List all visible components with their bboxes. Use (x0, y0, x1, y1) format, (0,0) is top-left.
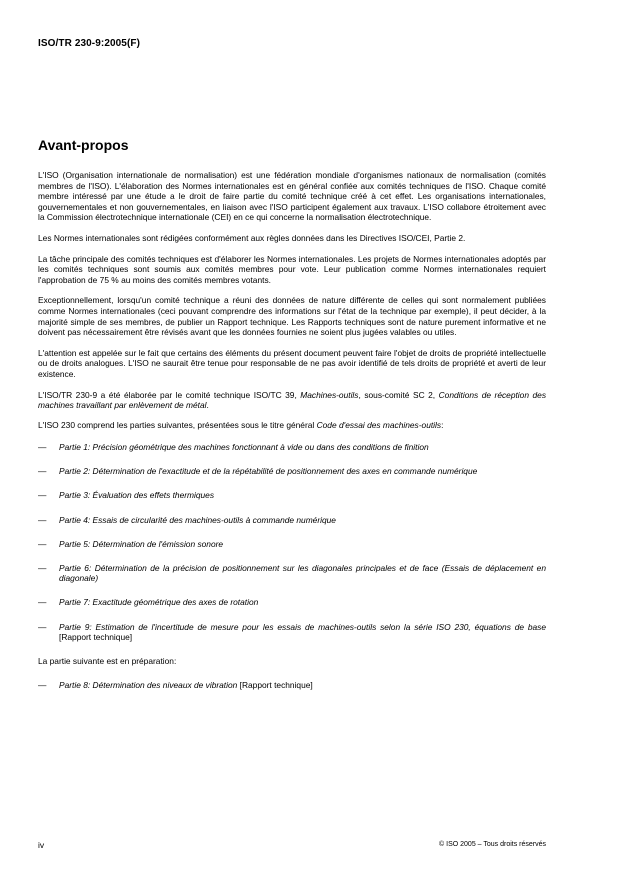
document-identifier: ISO/TR 230-9:2005(F) (38, 38, 141, 49)
general-title: Code d'essai des machines-outils (316, 419, 442, 430)
paragraph-parts-intro (38, 420, 546, 431)
committee-text-2: , sous-comité SC 2, (358, 389, 439, 400)
part-title: Partie 5: Détermination de l'émission sonore (59, 538, 224, 549)
foreword-body (38, 170, 546, 704)
paragraph-main-task: La tâche principale des comités techniques est d'élaborer les Normes internationales. Les projets de Normes internationales adoptés par les comités techniques sont soumis aux comités membres pour vote. Leur publication comme Normes internationales requiert l'approbation de 75 % au moins des comités membres votants. (38, 253, 546, 285)
subcommittee-name: Conditions de réception des machines travaillant par enlèvement de métal (38, 389, 547, 411)
part-title: Partie 9: Estimation de l'incertitude de mesure pour les essais de machines-outils selon la série ISO 230, équations de base (59, 621, 546, 632)
committee-name: Machines-outils (300, 389, 359, 400)
list-item (38, 515, 546, 526)
paragraph-directives: Les Normes internationales sont rédigées conformément aux règles données dans les Directives ISO/CEI, Partie 2. (38, 232, 466, 243)
paragraph-committee (38, 390, 546, 411)
part-suffix: [Rapport technique] (237, 679, 313, 690)
paragraph-technical-reports: Exceptionnellement, lorsqu'un comité technique a réuni des données de nature différente de celles qui sont normalement publiées comme Normes internationales (ceci pouvant comprendre des informations sur l'état de la technique par exemple), il peut décider, à la majorité simple de ses membres, de publier un Rapport technique. Les Rapports techniques sont de nature purement informative et ne doivent pas nécessairement être révisés avant que les données fournies ne soient plus jugées valables ou utiles. (38, 295, 546, 338)
list-item (38, 597, 546, 608)
dash-marker: — (38, 442, 47, 453)
part-suffix: [Rapport technique] (59, 632, 133, 643)
dash-marker: — (38, 490, 47, 501)
parts-intro-end: : (441, 419, 444, 430)
list-item (38, 490, 546, 501)
part-title: Partie 6: Détermination de la précision de positionnement sur les diagonales principales et de face (Essais de déplacement en diagonale) (59, 562, 546, 584)
dash-marker: — (38, 597, 47, 608)
parts-in-preparation-list (38, 680, 546, 691)
part-title: Partie 4: Essais de circularité des machines-outils à commande numérique (59, 514, 336, 525)
part-title: Partie 8: Détermination des niveaux de vibration (59, 679, 238, 690)
dash-marker: — (38, 514, 47, 525)
list-item (38, 680, 546, 691)
committee-text-1: L'ISO/TR 230-9 a été élaborée par le comité technique ISO/TC 39, (38, 389, 301, 400)
list-item (38, 622, 546, 643)
parts-intro-text: L'ISO 230 comprend les parties suivantes, présentées sous le titre général (38, 419, 317, 430)
dash-marker: — (38, 621, 47, 632)
section-heading: Avant-propos (38, 137, 129, 153)
part-title: Partie 7: Exactitude géométrique des axes de rotation (59, 597, 259, 608)
page-number: iv (38, 840, 45, 850)
dash-marker: — (38, 466, 47, 477)
dash-marker: — (38, 562, 47, 573)
dash-marker: — (38, 538, 47, 549)
list-item (38, 563, 546, 584)
paragraph-iso-intro: L'ISO (Organisation internationale de normalisation) est une fédération mondiale d'organismes nationaux de normalisation (comités membres de l'ISO). L'élaboration des Normes internationales est en général confiée aux comités techniques de l'ISO. Chaque comité membre intéressé par une étude a le droit de faire partie du comité technique créé à cet effet. Les organisations internationales, gouvernementales et non gouvernementales, en liaison avec l'ISO participent également aux travaux. L'ISO collabore étroitement avec la Commission électrotechnique internationale (CEI) en ce qui concerne la normalisation électrotechnique. (38, 170, 546, 223)
list-item (38, 442, 546, 453)
committee-text-3: . (206, 400, 209, 411)
dash-marker: — (38, 679, 47, 690)
part-title: Partie 2: Détermination de l'exactitude et de la répétabilité de positionnement des axes en commande numérique (59, 466, 478, 477)
part-title: Partie 1: Précision géométrique des machines fonctionnant à vide ou dans des conditions de finition (59, 442, 429, 453)
paragraph-in-preparation: La partie suivante est en préparation: (38, 656, 177, 667)
parts-list (38, 442, 546, 642)
paragraph-patent-rights: L'attention est appelée sur le fait que certains des éléments du présent document peuvent faire l'objet de droits de propriété intellectuelle ou de droits analogues. L'ISO ne saurait être tenue pour responsable de ne pas avoir identifié de tels droits de propriété et averti de leur existence. (38, 347, 546, 379)
part-title: Partie 3: Évaluation des effets thermiques (59, 490, 215, 501)
list-item (38, 539, 546, 550)
list-item (38, 466, 546, 477)
copyright-notice: © ISO 2005 – Tous droits réservés (439, 841, 546, 848)
